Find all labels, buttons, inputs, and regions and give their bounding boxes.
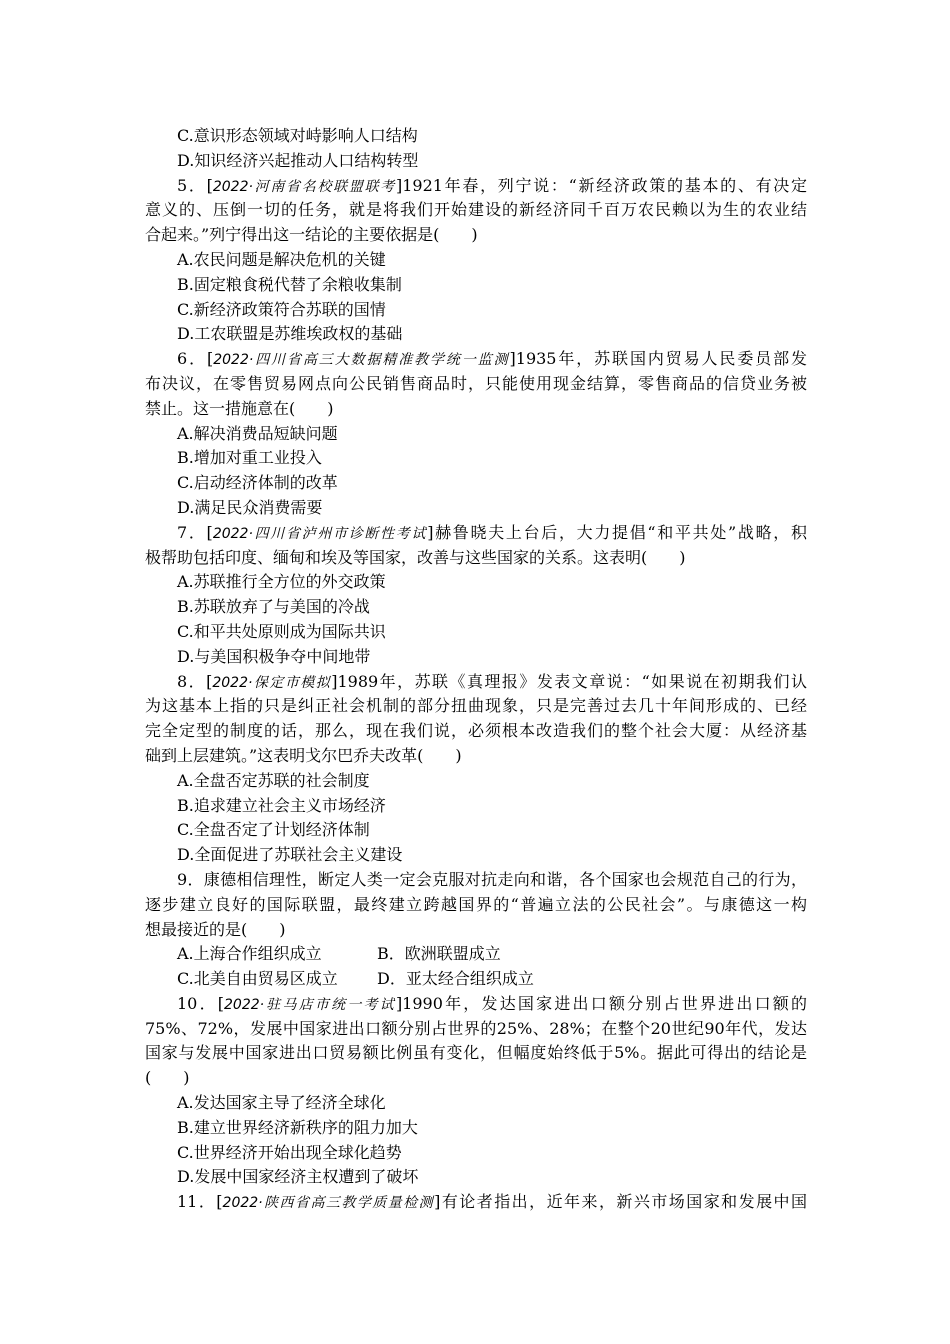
q5-option-a: A.农民问题是解决危机的关键 (177, 249, 386, 269)
q5-stem-line-2: 意义的、压倒一切的任务，就是将我们开始建设的新经济同千百万农民赖以为生的农业结 (145, 200, 807, 220)
q10-stem-line-1: 10．[2022·驻马店市统一考试]1990年，发达国家进出口额分别占世界进出口额的 (177, 993, 807, 1013)
q8-option-c: C.全盘否定了计划经济体制 (177, 820, 370, 840)
q5-option-b: B.固定粮食税代替了余粮收集制 (177, 274, 402, 294)
q8-option-d: D.全面促进了苏联社会主义建设 (177, 845, 403, 865)
q7-source: 2022·四川省泸州市诊断性考试 (212, 525, 428, 542)
q10-source: 2022·驻马店市统一考试 (224, 996, 396, 1013)
q8-stem-line-4: 础到上层建筑。”这表明戈尔巴乔夫改革( ) (145, 745, 462, 765)
q5-stem-line-1: 5．[2022·河南省名校联盟联考]1921年春，列宁说：“新经济政策的基本的、有决定 (177, 175, 807, 195)
q5-option-c: C.新经济政策符合苏联的国情 (177, 299, 386, 319)
q8-option-a: A.全盘否定苏联的社会制度 (177, 770, 370, 790)
q7-stem-line-2: 极帮助包括印度、缅甸和埃及等国家，改善与这些国家的关系。这表明( ) (145, 547, 686, 567)
q6-source: 2022·四川省高三大数据精准教学统一监测 (213, 352, 510, 369)
q9-stem-line-1: 9．康德相信理性，断定人类一定会克服对抗走向和谐，各个国家也会规范自己的行为， (177, 869, 807, 889)
q9-option-c: C.北美自由贸易区成立 (177, 969, 338, 989)
q8-stem-line-1: 8．[2022·保定市模拟]1989年，苏联《真理报》发表文章说：“如果说在初期我们认 (177, 671, 807, 691)
q9-option-b: B．欧洲联盟成立 (377, 944, 501, 964)
document-page (145, 124, 807, 1215)
q8-stem-line-3: 完全定型的制度的话，那么，现在我们说，必须根本改造我们的整个社会大厦：从经济基 (145, 721, 807, 741)
q9-stem-line-2: 逐步建立良好的国际联盟，最终建立跨越国界的“普遍立法的公民社会”。与康德这一构 (145, 894, 807, 914)
q8-source: 2022·保定市模拟 (212, 674, 332, 691)
q6-option-a: A.解决消费品短缺问题 (177, 423, 338, 443)
q10-option-d: D.发展中国家经济主权遭到了破坏 (177, 1167, 419, 1187)
q9-option-a: A.上海合作组织成立 (177, 944, 322, 964)
q9-options-row-2 (145, 967, 807, 992)
q10-stem-line-3: 国家与发展中国家进出口贸易额比例虽有变化，但幅度始终低于5%。据此可得出的结论是 (145, 1043, 807, 1063)
q8-stem-line-2: 为这基本上指的只是纠正社会机制的部分扭曲现象，只是完善过去几十年间形成的、已经 (145, 696, 807, 716)
q5-stem-line-3: 合起来。”列宁得出这一结论的主要依据是( ) (145, 225, 478, 245)
q5-option-d: D.工农联盟是苏维埃政权的基础 (177, 324, 403, 344)
q9-stem-line-3: 想最接近的是( ) (145, 919, 286, 939)
q10-stem-line-4: ( ) (145, 1068, 190, 1088)
q11-stem-line-1: 11．[2022·陕西省高三教学质量检测]有论者指出，近年来，新兴市场国家和发展中国 (177, 1192, 807, 1212)
q8-option-b: B.追求建立社会主义市场经济 (177, 795, 386, 815)
q4-option-d: D.知识经济兴起推动人口结构转型 (177, 150, 419, 170)
q6-stem-line-1: 6．[2022·四川省高三大数据精准教学统一监测]1935年，苏联国内贸易人民委员部发 (177, 349, 807, 369)
q7-option-b: B.苏联放弃了与美国的冷战 (177, 597, 370, 617)
q9-options-row-1 (145, 942, 807, 967)
q4-option-c: C.意识形态领域对峙影响人口结构 (177, 126, 418, 145)
q7-option-c: C.和平共处原则成为国际共识 (177, 621, 386, 641)
q7-stem-line-1: 7．[2022·四川省泸州市诊断性考试]赫鲁晓夫上台后，大力提倡“和平共处”战略，积 (177, 522, 807, 542)
q7-option-a: A.苏联推行全方位的外交政策 (177, 572, 386, 592)
q6-option-d: D.满足民众消费需要 (177, 497, 323, 517)
q5-source: 2022·河南省名校联盟联考 (212, 178, 396, 195)
q6-option-c: C.启动经济体制的改革 (177, 473, 338, 493)
q10-stem-line-2: 75%、72%，发展中国家进出口额分别占世界的25%、28%；在整个20世纪90年代，发达 (145, 1018, 807, 1038)
q11-source: 2022·陕西省高三教学质量检测 (222, 1195, 435, 1212)
q10-option-b: B.建立世界经济新秩序的阻力加大 (177, 1117, 418, 1137)
q6-stem-line-2: 布决议，在零售贸易网点向公民销售商品时，只能使用现金结算，零售商品的信贷业务被 (145, 373, 807, 393)
q6-option-b: B.增加对重工业投入 (177, 448, 322, 468)
q10-option-a: A.发达国家主导了经济全球化 (177, 1093, 386, 1113)
q9-option-d: D．亚太经合组织成立 (377, 969, 534, 989)
q10-option-c: C.世界经济开始出现全球化趋势 (177, 1142, 402, 1162)
q7-option-d: D.与美国积极争夺中间地带 (177, 646, 371, 666)
q6-stem-line-3: 禁止。这一措施意在( ) (145, 398, 334, 418)
